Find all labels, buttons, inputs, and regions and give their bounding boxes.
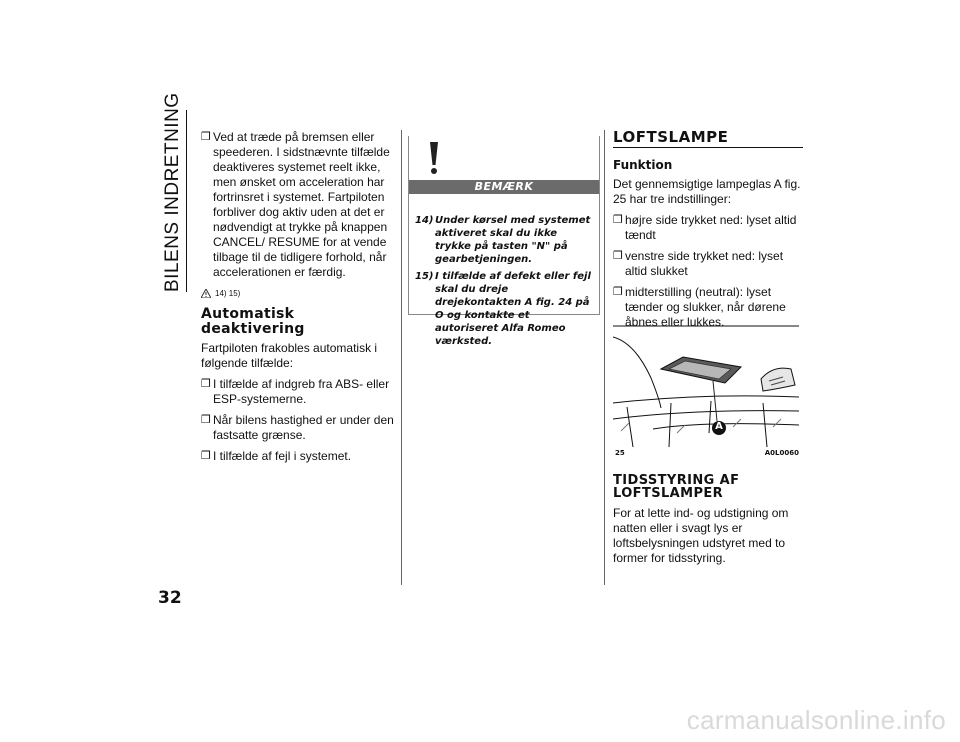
bullet-list-top xyxy=(201,130,395,280)
section-heading: LOFTSLAMPE xyxy=(613,130,803,148)
list-item-text: Ved at træde på bremsen eller speederen. I sidstnævnte tilfælde deaktiveres systemet reelt ikke, men ønsket om acceleration har fortrinsret i systemet. Fartpiloten forbliver dog aktiv uden at det er nødvendigt at trykke på knappen CANCEL/ RESUME for at vende tilbage til de tidligere forhold, når accelerationen er færdig. xyxy=(213,130,390,279)
note-text: Under kørsel med systemet aktiveret skal du ikke trykke på tasten "N" på gearbetjeningen. xyxy=(435,215,591,265)
ceiling-lamp-illustration xyxy=(613,323,799,447)
checkbox-bullet-icon: ❒ xyxy=(201,414,211,426)
list-item-text: I tilfælde af indgreb fra ABS- eller ESP-systemerne. xyxy=(213,377,390,406)
list-item xyxy=(415,214,595,266)
notice-notes xyxy=(415,214,595,352)
checkbox-bullet-icon: ❒ xyxy=(613,250,623,262)
column-cruise-control xyxy=(201,130,395,470)
warning-references xyxy=(201,286,395,301)
figure-label: A xyxy=(715,421,723,432)
list-item xyxy=(415,270,595,348)
notice-title: BEMÆRK xyxy=(409,180,599,194)
list-item-text: Når bilens hastighed er under den fastsatte grænse. xyxy=(213,413,394,442)
list-item xyxy=(201,449,395,464)
section-heading: Automatisk deaktivering xyxy=(201,306,305,337)
section-body: For at lette ind- og udstigning om natten eller i svagt lys er loftsbelysningen udstyret med to former for tidsstyring. xyxy=(613,506,789,565)
list-item-text: midterstilling (neutral): lyset tænder og slukker, når dørene åbnes eller lukkes. xyxy=(625,285,786,329)
checkbox-bullet-icon: ❒ xyxy=(201,131,211,143)
column-divider-1 xyxy=(401,130,402,585)
column-divider-2 xyxy=(604,130,605,585)
section-heading: TIDSSTYRING AF LOFTSLAMPER xyxy=(613,473,740,501)
figure-number: 25 xyxy=(615,449,625,457)
bullet-list-lamp-settings xyxy=(613,213,803,330)
bullet-list-deactivation xyxy=(201,377,395,464)
section-intro: Det gennemsigtige lampeglas A fig. 25 har tre indstillinger: xyxy=(613,177,801,206)
list-item xyxy=(201,377,395,407)
warning-exclamation-icon xyxy=(421,140,447,176)
checkbox-bullet-icon: ❒ xyxy=(613,214,623,226)
list-item xyxy=(201,130,395,280)
note-number: 15) xyxy=(415,271,434,282)
watermark: carmanualsonline.info xyxy=(686,705,946,735)
list-item-text: I tilfælde af fejl i systemet. xyxy=(213,449,352,463)
list-item-text: højre side trykket ned: lyset altid tændt xyxy=(625,213,797,242)
checkbox-bullet-icon: ❒ xyxy=(201,450,211,462)
note-number: 14) xyxy=(415,215,434,226)
page-number: 32 xyxy=(158,588,182,608)
subheading: Funktion xyxy=(613,158,673,172)
chapter-rule xyxy=(186,110,187,292)
notice-box xyxy=(408,136,600,347)
list-item xyxy=(613,213,803,243)
list-item xyxy=(201,413,395,443)
list-item xyxy=(613,249,803,279)
figure-ceiling-lamp xyxy=(613,323,799,465)
note-text: I tilfælde af defekt eller fejl skal du dreje drejekontakten A fig. 24 på O og kontakte et autoriseret Alfa Romeo værksted. xyxy=(435,271,591,347)
section-intro: Fartpiloten frakobles automatisk i følgende tilfælde: xyxy=(201,341,378,370)
checkbox-bullet-icon: ❒ xyxy=(613,286,623,298)
column-timer-section xyxy=(613,474,803,572)
warning-triangle-icon xyxy=(201,289,211,298)
list-item-text: venstre side trykket ned: lyset altid slukket xyxy=(625,249,784,278)
reference-numbers: 14) 15) xyxy=(215,289,241,298)
chapter-title: BILENS INDRETNING xyxy=(162,92,183,292)
checkbox-bullet-icon: ❒ xyxy=(201,378,211,390)
column-ceiling-lamp xyxy=(613,130,803,336)
figure-code: A0L0060 xyxy=(764,449,799,457)
figure-caption xyxy=(613,449,799,461)
